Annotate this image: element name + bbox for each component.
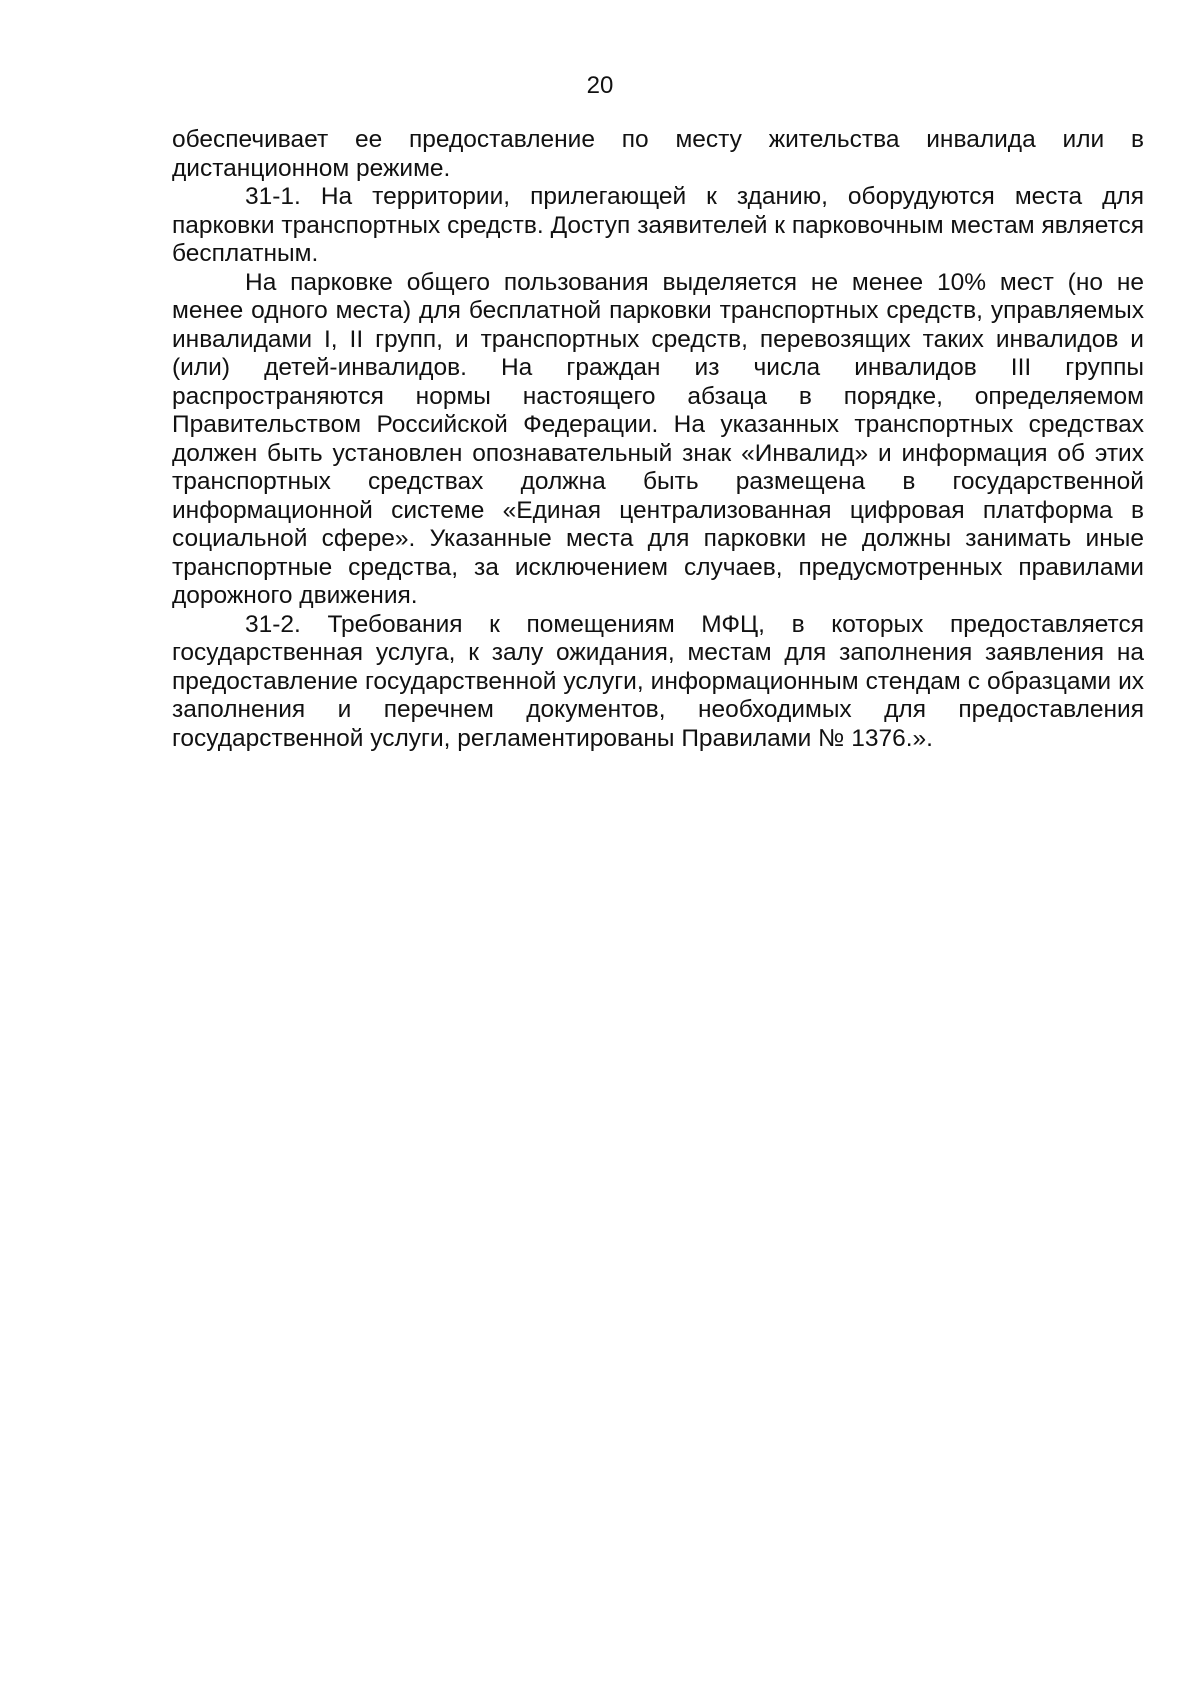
paragraph-continuation: обеспечивает ее предоставление по месту жительства инвалида или в дистанционном режиме.: [172, 126, 1144, 182]
paragraph-31-2: 31-2. Требования к помещениям МФЦ, в которых предоставляется государственная услуга, к залу ожидания, местам для заполнения заявления на предоставление государственной услуги, информационным стендам с образцами их заполнения и перечнем документов, необходимых для предоставления государственной услуги, регламентированы Правилами № 1376.».: [172, 610, 1144, 752]
document-body: [172, 126, 1144, 753]
page-number: 20: [586, 72, 614, 99]
paragraph-31-1: 31-1. На территории, прилегающей к зданию, оборудуются места для парковки транспортных средств. Доступ заявителей к парковочным местам является бесплатным.: [172, 183, 1144, 267]
paragraph-parking-quota: На парковке общего пользования выделяется не менее 10% мест (но не менее одного места) для бесплатной парковки транспортных средств, управляемых инвалидами I, II групп, и транспортных средств, перевозящих таких инвалидов и (или) детей-инвалидов. На граждан из числа инвалидов III группы распространяются нормы настоящего абзаца в порядке, определяемом Правительством Российской Федерации. На указанных транспортных средствах должен быть установлен опознавательный знак «Инвалид» и информация об этих транспортных средствах должна быть размещена в государственной информационной системе «Единая централизованная цифровая платформа в социальной сфере». Указанные места для парковки не должны занимать иные транспортные средства, за исключением случаев, предусмотренных правилами дорожного движения.: [172, 268, 1144, 609]
